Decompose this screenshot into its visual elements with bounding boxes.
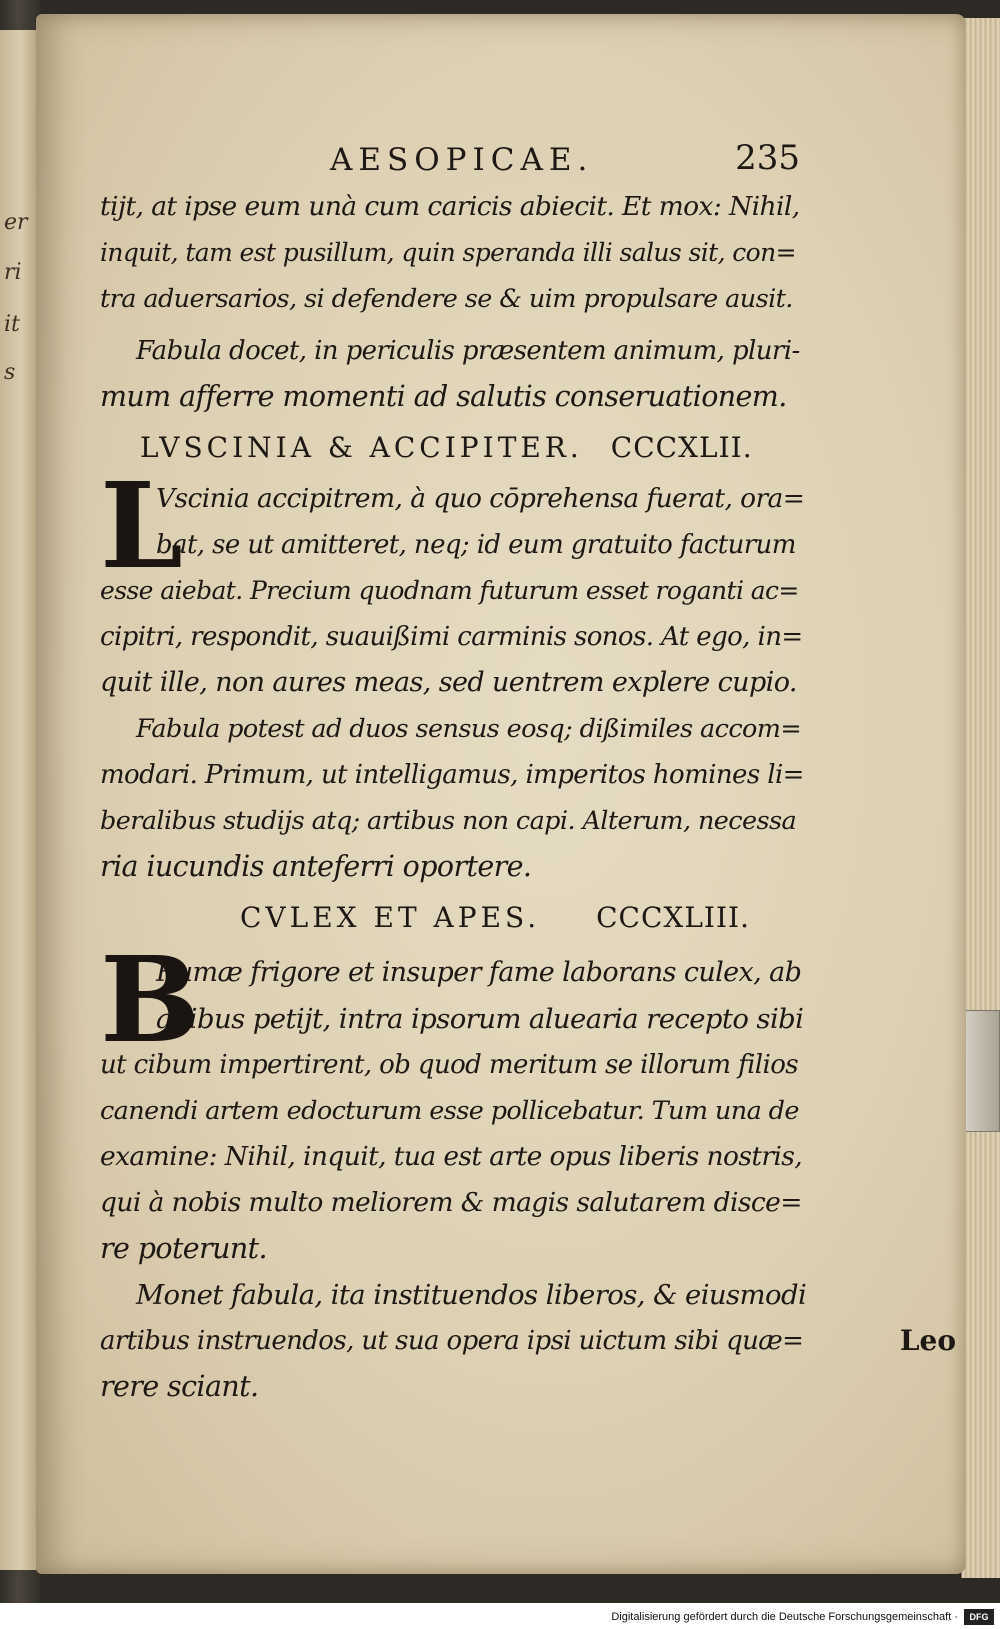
text-line: Fabula docet, in periculis præsentem animum, pluri- bbox=[136, 336, 800, 366]
dfg-logo-icon: DFG bbox=[964, 1609, 994, 1625]
moral-paragraph bbox=[100, 328, 806, 420]
text-line: beralibus studijs atq; artibus non capi. Alterum, necessa bbox=[100, 806, 797, 836]
initial-letter: L bbox=[100, 456, 183, 595]
text-line: artibus instruendos, ut sua opera ipsi uictum sibi quæ= bbox=[100, 1326, 804, 1356]
text-line: qui à nobis multo meliorem & magis salutarem disce= bbox=[100, 1187, 802, 1218]
text-line: cipitri, respondit, suauißimi carminis sonos. At ego, in= bbox=[100, 622, 803, 652]
text-line: examine: Nihil, inquit, tua est arte opus liberis nostris, bbox=[100, 1141, 803, 1172]
fable-title bbox=[100, 890, 806, 946]
running-head: AESOPICAE. bbox=[330, 142, 594, 178]
text-line: ut cibum impertirent, ob quod meritum se illorum filios bbox=[100, 1050, 799, 1080]
page-number: 235 bbox=[735, 138, 800, 178]
text-line: bat, se ut amitteret, neq; id eum gratuito facturum bbox=[156, 530, 796, 560]
text-line: re poterunt. bbox=[100, 1232, 267, 1265]
margin-fragment: s bbox=[4, 360, 16, 385]
fable-paragraph bbox=[100, 930, 806, 1272]
fable-number: CCCXLIII. bbox=[596, 901, 751, 934]
initial-letter: B bbox=[100, 930, 200, 1069]
page-text bbox=[100, 124, 806, 1410]
digitization-footer bbox=[0, 1603, 1000, 1629]
margin-fragment: it bbox=[4, 312, 20, 337]
moral-paragraph bbox=[100, 1272, 806, 1410]
text-line: quit ille, non aures meas, sed uentrem explere cupio. bbox=[100, 667, 797, 698]
fable-title-text: LVSCINIA & ACCIPITER. bbox=[140, 431, 583, 464]
page-header bbox=[100, 124, 806, 184]
fable-title bbox=[100, 420, 806, 476]
text-line: Monet fabula, ita instituendos liberos, & eiusmodi bbox=[136, 1279, 807, 1311]
text-line: canendi artem edocturum esse pollicebatur. Tum una de bbox=[100, 1096, 799, 1126]
text-line: Vscinia accipitrem, à quo cōprehensa fuerat, ora= bbox=[156, 483, 805, 514]
previous-page-edge bbox=[0, 30, 38, 1570]
moral-paragraph bbox=[100, 706, 806, 890]
margin-fragment: ri bbox=[4, 260, 22, 285]
text-line: esse aiebat. Precium quodnam futurum esset roganti ac= bbox=[100, 576, 799, 605]
text-line: inquit, tam est pusillum, quin speranda illi salus sit, con= bbox=[100, 238, 796, 267]
fable-title-text: CVLEX ET APES. bbox=[240, 901, 541, 934]
continuation-paragraph bbox=[100, 184, 806, 322]
catchword: Leo bbox=[899, 1324, 956, 1357]
margin-fragment: er bbox=[4, 210, 28, 235]
book-page bbox=[36, 14, 966, 1574]
text-line: Fabula potest ad duos sensus eosq; dißimiles accom= bbox=[136, 714, 802, 744]
text-line: tijt, at ipse eum unà cum caricis abiecit. Et mox: Nihil, bbox=[100, 191, 800, 222]
page-stack-edge bbox=[961, 18, 1000, 1578]
text-line: ria iucundis anteferri oportere. bbox=[100, 850, 532, 883]
text-line: mum afferre momenti ad salutis conseruationem. bbox=[100, 380, 787, 413]
text-line: tra aduersarios, si defendere se & uim propulsare ausit. bbox=[100, 284, 793, 314]
fable-number: CCCXLII. bbox=[610, 431, 753, 464]
footer-credit: Digitalisierung gefördert durch die Deutsche Forschungsgemeinschaft · bbox=[611, 1611, 958, 1623]
fable-paragraph bbox=[100, 456, 806, 706]
text-line: rere sciant. bbox=[100, 1370, 259, 1403]
text-line: apibus petijt, intra ipsorum aluearia recepto sibi bbox=[156, 1003, 804, 1035]
text-line: modari. Primum, ut intelligamus, imperitos homines li= bbox=[100, 760, 804, 790]
text-line: Rumæ frigore et insuper fame laborans culex, ab bbox=[156, 957, 802, 988]
